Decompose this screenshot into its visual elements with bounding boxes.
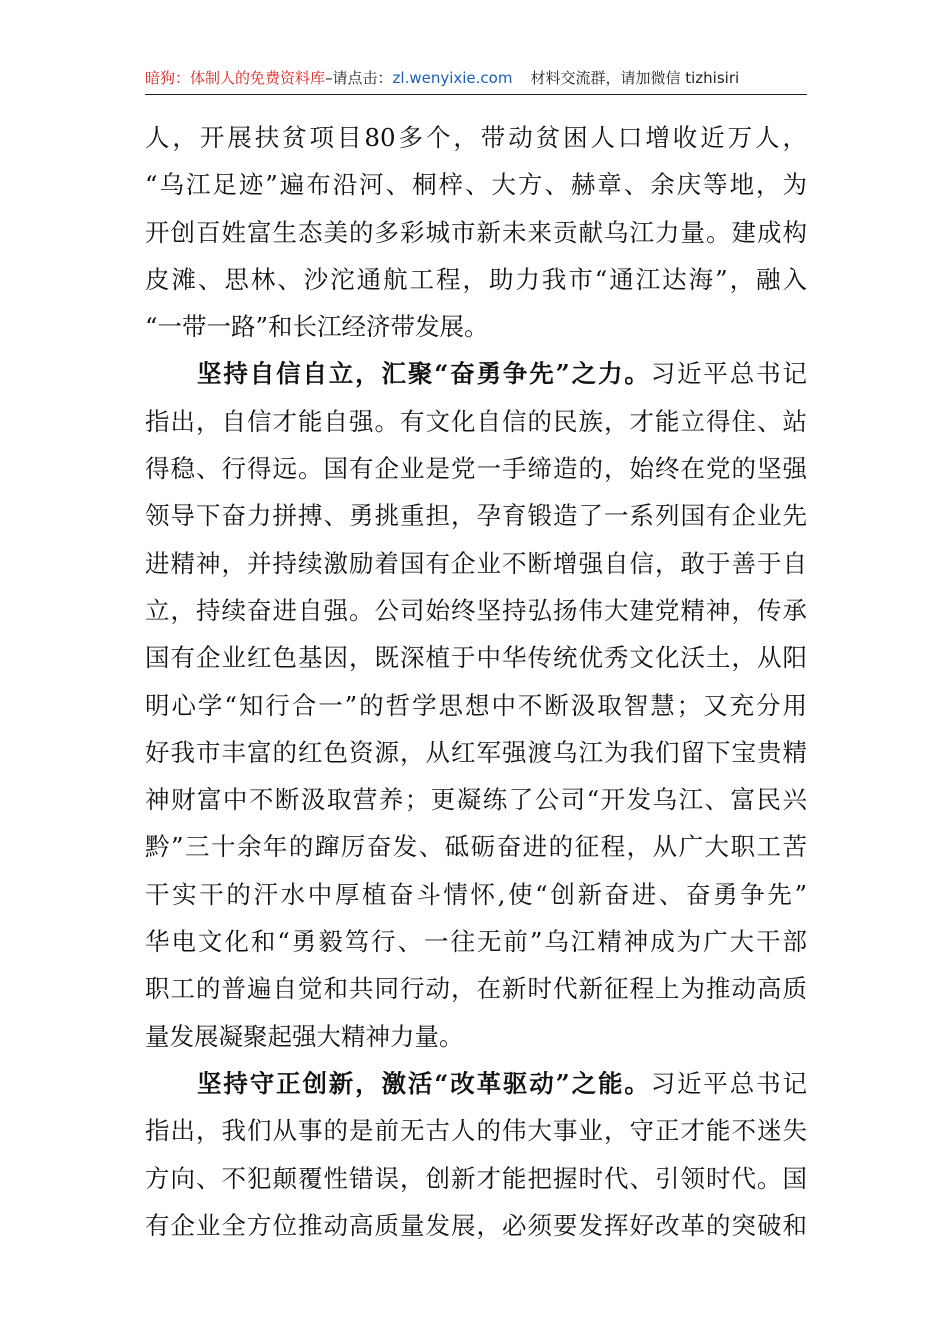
line-text: 有企业全方位推动高质量发展，必须要发挥好改革的突破和 [145,1210,807,1240]
line-text: 立，持续奋进自强。公司始终坚持弘扬伟大建党精神，传承 [145,595,807,625]
line-text: 国有企业红色基因，既深植于中华传统优秀文化沃土，从阳 [145,643,807,673]
line-text: 习近平总书记 [650,359,807,389]
line-text: 开创百姓富生态美的多彩城市新未来贡献乌江力量。建成构 [145,217,807,247]
text-line [145,398,807,445]
line-text: 皮滩、思林、沙沱通航工程，助力我市“通江达海”，融入 [145,264,807,294]
line-text: 明心学“知行合一”的哲学思想中不断汲取智慧；又充分用 [145,690,807,720]
text-line [145,303,807,350]
document-body [145,114,807,1249]
line-text: 黔”三十余年的蹿厉奋发、砥砺奋进的征程，从广大职工苦 [145,832,807,862]
line-text: 量发展凝聚起强大精神力量。 [145,1021,464,1051]
line-text: 神财富中不断汲取营养；更凝练了公司“开发乌江、富民兴 [145,785,807,815]
line-text: 好我市丰富的红色资源，从红军强渡乌江为我们留下宝贵精 [145,737,807,767]
text-line [145,209,807,256]
paragraph-heading: 坚持守正创新，激活“改革驱动”之能。 [197,1068,651,1098]
text-line [145,682,807,729]
text-line [145,1060,807,1107]
text-line [145,1202,807,1249]
text-line [145,823,807,870]
text-line [145,871,807,918]
line-text: 进精神，并持续激励着国有企业不断增强自信，敢于善于自 [145,548,807,578]
text-line [145,965,807,1012]
line-text: 干实干的汗水中厚植奋斗情怀,使“创新奋进、奋勇争先” [145,879,807,909]
line-text: 职工的普遍自觉和共同行动，在新时代新征程上为推动高质 [145,974,807,1004]
line-text: 习近平总书记 [650,1068,807,1098]
line-text: “乌江足迹”遍布沿河、桐梓、大方、赫章、余庆等地，为 [145,170,807,200]
line-text: 华电文化和“勇毅笃行、一往无前”乌江精神成为广大干部 [145,927,807,957]
line-text: 人，开展扶贫项目80多个，带动贫困人口增收近万人， [145,123,807,152]
text-line [145,445,807,492]
header-prompt: –请点击： [325,69,393,87]
line-text: “一带一路”和长江经济带发展。 [145,312,489,342]
text-line [145,776,807,823]
header-brand: 暗狗：体制人的免费资料库 [145,69,326,87]
text-line [145,256,807,303]
text-line [145,161,807,208]
text-line [145,492,807,539]
header-url-link[interactable]: zl.wenyixie.com [392,69,513,87]
line-text: 指出，我们从事的是前无古人的伟大事业，守正才能不迷失 [145,1116,807,1146]
text-line [145,729,807,776]
line-text: 领导下奋力拼搏、勇挑重担，孕育锻造了一系列国有企业先 [145,501,807,531]
text-line [145,350,807,397]
line-text: 方向、不犯颠覆性错误，创新才能把握时代、引领时代。国 [145,1163,807,1193]
text-line [145,1155,807,1202]
text-line [145,1013,807,1060]
page-header [145,66,807,95]
text-line [145,918,807,965]
paragraph-heading: 坚持自信自立，汇聚“奋勇争先”之力。 [197,359,651,389]
text-line [145,1107,807,1154]
line-text: 得稳、行得远。国有企业是党一手缔造的，始终在党的坚强 [145,454,807,484]
text-line [145,634,807,681]
line-text: 指出，自信才能自强。有文化自信的民族，才能立得住、站 [145,406,807,436]
text-line [145,114,807,161]
text-line [145,540,807,587]
header-contact: 材料交流群，请加微信 tizhisiri [530,69,740,87]
text-line [145,587,807,634]
